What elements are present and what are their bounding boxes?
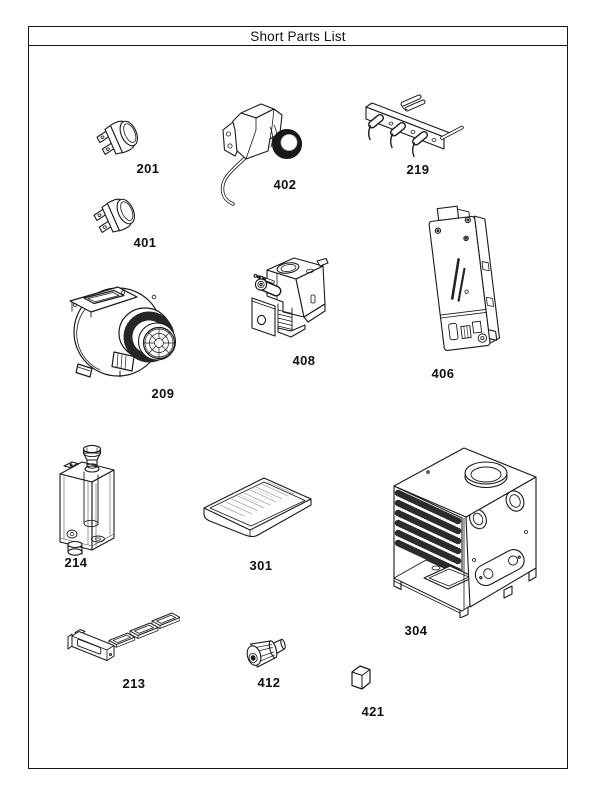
part-figure-heat-exchanger-304	[386, 440, 542, 618]
part-label-401: 401	[133, 235, 157, 250]
gasket-kit-drawing	[62, 606, 180, 672]
heat-exchanger-drawing	[386, 440, 542, 618]
part-figure-nozzle-412	[243, 634, 291, 672]
igniter-drawing	[213, 100, 309, 210]
tray-drawing	[200, 472, 315, 548]
part-label-301: 301	[249, 558, 273, 573]
part-figure-thermostat-201	[96, 112, 146, 162]
hydroblock-drawing	[52, 442, 132, 556]
part-figure-gas-valve-408	[247, 252, 335, 350]
part-figure-igniter-402	[213, 100, 309, 210]
page-title: Short Parts List	[250, 28, 346, 44]
part-label-412: 412	[257, 675, 281, 690]
gas-valve-drawing	[247, 252, 335, 350]
part-figure-fan-209	[64, 280, 188, 386]
part-label-209: 209	[151, 386, 175, 401]
fan-drawing	[64, 280, 188, 386]
part-label-408: 408	[292, 353, 316, 368]
part-figure-hydroblock-214	[52, 442, 132, 556]
part-label-213: 213	[122, 676, 146, 691]
part-label-421: 421	[361, 704, 385, 719]
block-drawing	[348, 660, 374, 692]
thermostat-drawing	[96, 112, 146, 162]
part-figure-thermostat-401	[93, 190, 143, 240]
thermostat-drawing	[93, 190, 143, 240]
control-module-drawing	[420, 194, 506, 364]
part-label-304: 304	[404, 623, 428, 638]
title-bar	[29, 27, 567, 46]
part-label-402: 402	[273, 177, 297, 192]
part-figure-gasket-kit-213	[62, 606, 180, 672]
part-label-219: 219	[406, 162, 430, 177]
part-figure-electrode-bracket-219	[356, 94, 464, 162]
part-label-214: 214	[64, 555, 88, 570]
part-figure-tray-301	[200, 472, 315, 548]
electrode-bracket-drawing	[356, 94, 464, 162]
part-figure-control-module-406	[420, 194, 506, 364]
nozzle-drawing	[243, 634, 291, 672]
part-label-201: 201	[136, 161, 160, 176]
part-label-406: 406	[431, 366, 455, 381]
part-figure-block-421	[348, 660, 374, 692]
